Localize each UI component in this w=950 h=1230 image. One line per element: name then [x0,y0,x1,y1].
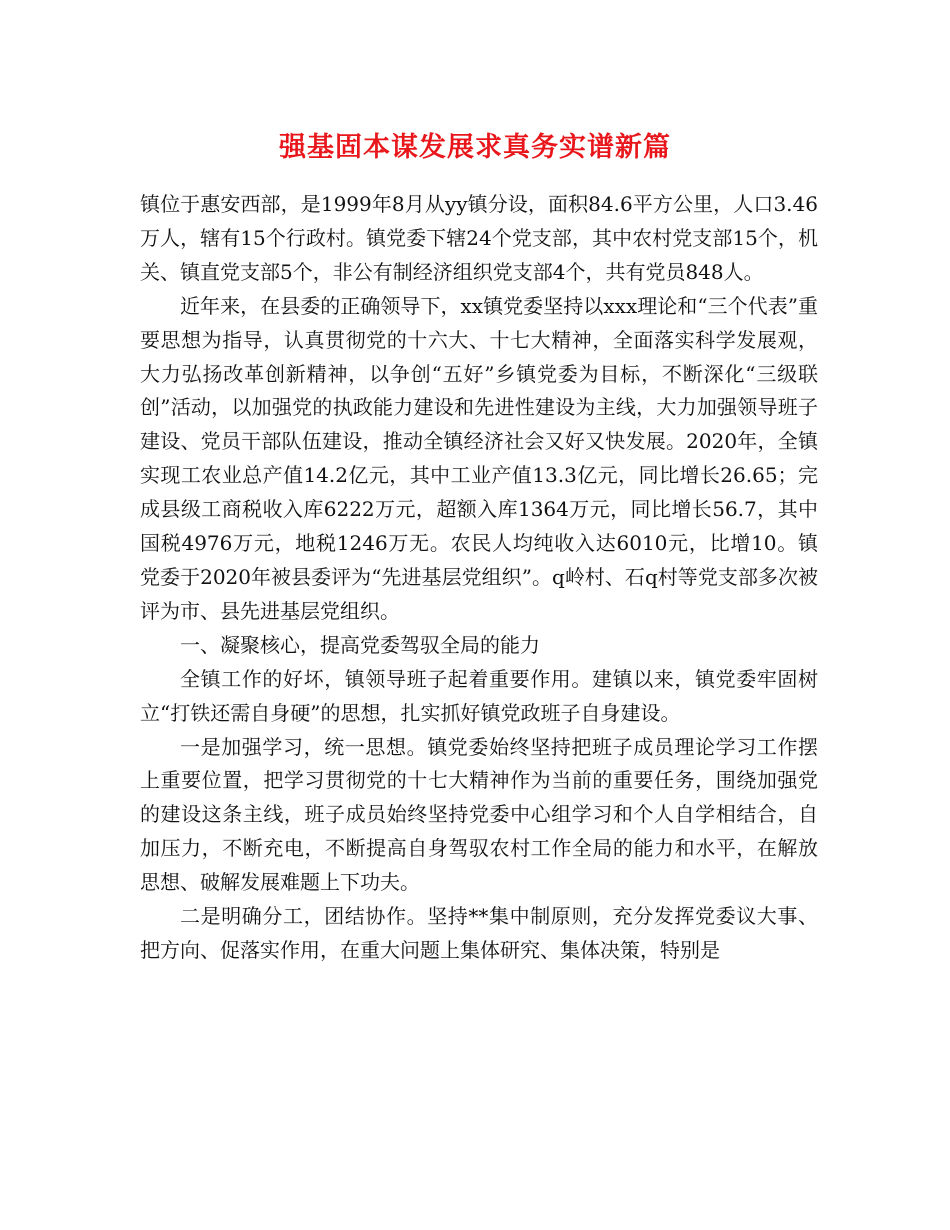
paragraph-point-1: 一是加强学习，统一思想。镇党委始终坚持把班子成员理论学习工作摆上重要位置，把学习贯彻党的十七大精神作为当前的重要任务，围绕加强党的建设这条主线，班子成员始终坚持党委中心组学习和个人自学相结合，自加压力，不断充电，不断提高自身驾驭农村工作全局的能力和水平，在解放思想、破解发展难题上下功夫。 [140,734,818,895]
paragraph-overview: 近年来，在县委的正确领导下，xx镇党委坚持以xxx理论和“三个代表”重要思想为指导，认真贯彻党的十六大、十七大精神，全面落实科学发展观，大力弘扬改革创新精神，以争创“五好”乡镇党委为目标，不断深化“三级联创”活动，以加强党的执政能力建设和先进性建设为主线，大力加强领导班子建设、党员干部队伍建设，推动全镇经济社会又好又快发展。2020年，全镇实现工农业总产值14.2亿元，其中工业产值13.3亿元，同比增长26.65；完成县级工商税收入库6222万元，超额入库1364万元，同比增长56.7，其中国税4976万元，地税1246万无。农民人均纯收入达6010元，比增10。镇党委于2020年被县委评为“先进基层党组织”。q岭村、石q村等党支部多次被评为市、县先进基层党组织。 [140,293,818,623]
document-body [140,188,818,968]
paragraph-intro: 镇位于惠安西部，是1999年8月从yy镇分设，面积84.6平方公里，人口3.46万人，辖有15个行政村。镇党委下辖24个党支部，其中农村党支部15个，机关、镇直党支部5个，非公有制经济组织党支部4个，共有党员848人。 [140,192,818,284]
paragraph-section-1-intro: 全镇工作的好坏，镇领导班子起着重要作用。建镇以来，镇党委牢固树立“打铁还需自身硬”的思想，扎实抓好镇党政班子自身建设。 [140,666,818,725]
paragraph-point-2: 二是明确分工，团结协作。坚持**集中制原则，充分发挥党委议大事、把方向、促落实作用，在重大问题上集体研究、集体决策，特别是 [140,904,818,962]
section-heading-1: 一、凝聚核心，提高党委驾驭全局的能力 [180,632,540,657]
document-title: 强基固本谋发展求真务实谱新篇 [279,132,671,163]
